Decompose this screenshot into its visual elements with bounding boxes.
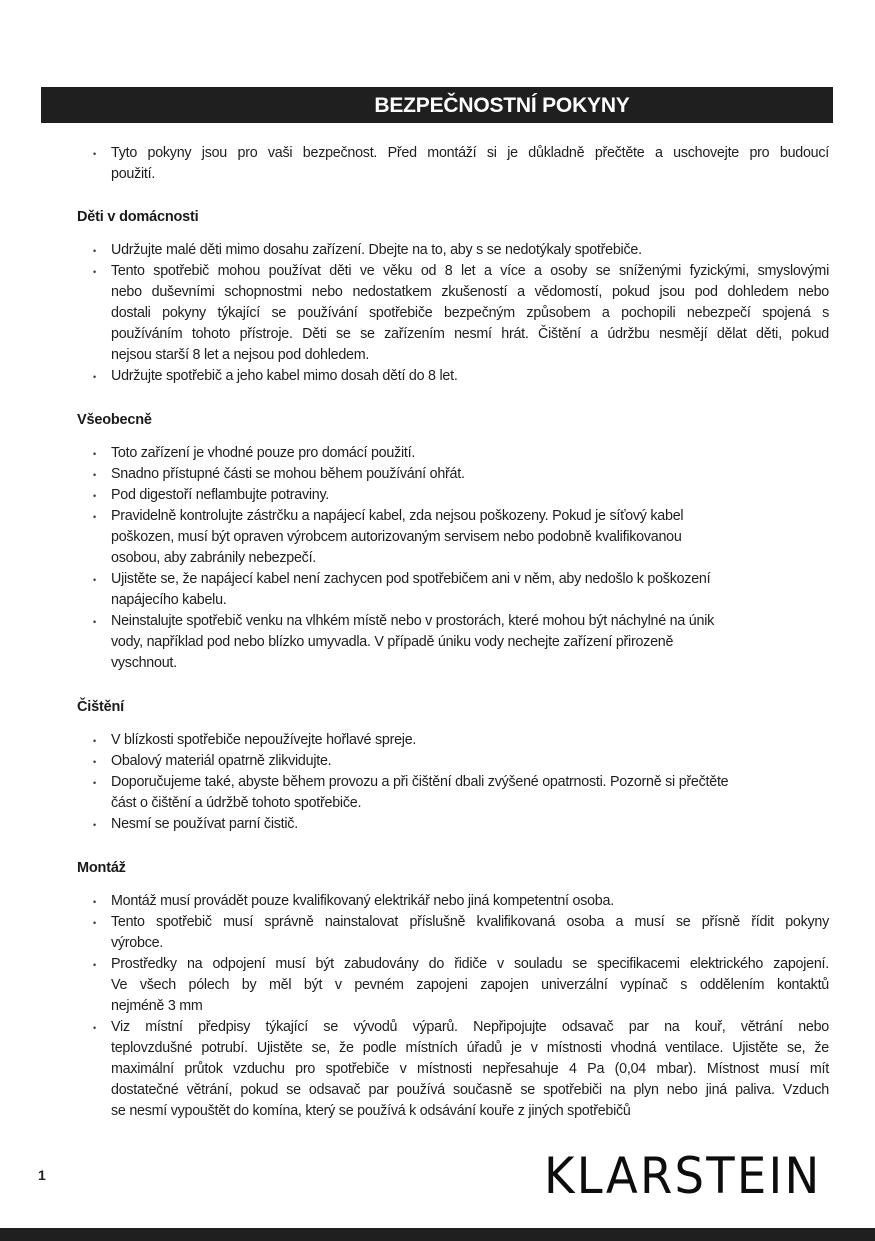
- text-line: poškozen, musí být opraven výrobcem autorizovaným servisem nebo podobně kvalifikovanou: [111, 529, 682, 545]
- document-body: [77, 143, 829, 1122]
- bullet-list: [77, 730, 829, 835]
- text-line: Neinstalujte spotřebič venku na vlhkém místě nebo v prostorách, které mohou být náchylné na únik: [111, 613, 715, 629]
- text-line: nebo duševními schopnostmi nebo nedostatkem zkušeností a vědomostí, pokud jsou pod dohledem nebo: [111, 284, 829, 300]
- text-line: Prostředky na odpojení musí být zabudovány do řidiče v souladu se specifikacemi elektrického zapojení.: [111, 956, 829, 972]
- list-item: [77, 261, 829, 366]
- text-line: Udržujte malé děti mimo dosahu zařízení. Dbejte na to, aby s se nedotýkaly spotřebiče.: [111, 242, 642, 258]
- bullet-icon: •: [93, 149, 96, 159]
- bullet-icon: •: [93, 778, 96, 788]
- bullet-icon: •: [93, 918, 96, 928]
- list-item: [77, 366, 829, 387]
- list-item: [77, 751, 829, 772]
- text-line: nejsou starší 8 let a nejsou pod dohledem.: [111, 347, 370, 363]
- text-line: Pravidelně kontrolujte zástrčku a napájecí kabel, zda nejsou poškozeny. Pokud je síťový kabel: [111, 508, 684, 524]
- text-line: použití.: [111, 166, 156, 182]
- list-item: [77, 814, 829, 835]
- bullet-list: [77, 891, 829, 1122]
- text-line: Tento spotřebič mohou používat děti ve věku od 8 let a více a osoby se sníženými fyzickými, smyslovými: [111, 263, 829, 279]
- list-item: [77, 891, 829, 912]
- section-heading: Montáž: [77, 860, 126, 876]
- text-line: Toto zařízení je vhodné pouze pro domácí použití.: [111, 445, 416, 461]
- list-item: [77, 569, 829, 611]
- bullet-icon: •: [93, 617, 96, 627]
- text-line: dostali pokyny týkající se používání spotřebiče bezpečným způsobem a pochopili nebezpečí spojená s: [111, 305, 829, 321]
- text-line: maximální průtok vzduchu pro spotřebiče v místnosti nepřesahuje 4 Pa (0,04 mbar). Místnost musí mít: [111, 1061, 829, 1077]
- text-line: část o čištění a údržbě tohoto spotřebiče.: [111, 795, 362, 811]
- bullet-list: [77, 240, 829, 387]
- footer-bar: [0, 1228, 875, 1241]
- bullet-icon: •: [93, 267, 96, 277]
- list-item: [77, 772, 829, 814]
- bullet-icon: •: [93, 491, 96, 501]
- text-line: vody, například pod nebo blízko umyvadla. V případě úniku vody nechejte zařízení přirozeně: [111, 634, 674, 650]
- list-item: [77, 443, 829, 464]
- text-line: Snadno přístupné části se mohou během používání ohřát.: [111, 466, 465, 482]
- section-heading: Čištění: [77, 699, 124, 715]
- bullet-icon: •: [93, 470, 96, 480]
- list-item: [77, 954, 829, 1017]
- section-heading: Děti v domácnosti: [77, 209, 199, 225]
- bullet-icon: •: [93, 246, 96, 256]
- bullet-icon: •: [93, 897, 96, 907]
- text-line: Tento spotřebič musí správně nainstalovat příslušně kvalifikovaná osoba a musí se přísně řídit pokyny: [111, 914, 829, 930]
- list-item: [77, 506, 829, 569]
- text-line: teplovzdušné potrubí. Ujistěte se, že podle místních úřadů je v místnosti vhodná ventilace. Ujistěte se, že: [111, 1040, 829, 1056]
- text-line: vyschnout.: [111, 655, 177, 671]
- brand-logo: KLARSTEIN: [544, 1147, 822, 1205]
- bullet-icon: •: [93, 575, 96, 585]
- bullet-icon: •: [93, 820, 96, 830]
- list-item: [77, 730, 829, 751]
- text-line: Tyto pokyny jsou pro vaši bezpečnost. Před montáží si je důkladně přečtěte a uschovejte pro budoucí: [111, 145, 829, 161]
- list-item: [77, 1017, 829, 1122]
- text-line: Ve všech pólech by měl být v pevném zapojeni zapojen univerzální vypínač s oddělením kontaktů: [111, 977, 829, 993]
- bullet-icon: •: [93, 372, 96, 382]
- text-line: Ujistěte se, že napájecí kabel není zachycen pod spotřebičem ani v něm, aby nedošlo k poškození: [111, 571, 711, 587]
- text-line: se nesmí vypouštět do komína, který se používá k odsávání kouře z jiných spotřebičů: [111, 1103, 631, 1119]
- text-line: výrobce.: [111, 935, 164, 951]
- text-line: Doporučujeme také, abyste během provozu a při čištění dbali zvýšené opatrnosti. Pozorně si přečtěte: [111, 774, 729, 790]
- section-heading: Všeobecně: [77, 412, 152, 428]
- list-item: [77, 485, 829, 506]
- text-line: V blízkosti spotřebiče nepoužívejte hořlavé spreje.: [111, 732, 417, 748]
- bullet-icon: •: [93, 1023, 96, 1033]
- page-title: BEZPEČNOSTNÍ POKYNY: [374, 94, 630, 117]
- text-line: osobou, aby zabránily nebezpečí.: [111, 550, 317, 566]
- list-item: [77, 240, 829, 261]
- text-line: Pod digestoří neflambujte potraviny.: [111, 487, 330, 503]
- text-line: Obalový materiál opatrně zlikvidujte.: [111, 753, 332, 769]
- text-line: nejméně 3 mm: [111, 998, 203, 1014]
- bullet-icon: •: [93, 512, 96, 522]
- intro-paragraph: [77, 143, 829, 185]
- title-banner: [41, 87, 833, 123]
- list-item: [77, 912, 829, 954]
- bullet-icon: •: [93, 960, 96, 970]
- text-line: dostatečné větrání, pokud se odsavač par používá současně se spotřebiči na plyn nebo jiná paliva. Vzduch: [111, 1082, 829, 1098]
- text-line: Udržujte spotřebič a jeho kabel mimo dosah dětí do 8 let.: [111, 368, 458, 384]
- list-item: [77, 464, 829, 485]
- text-line: Nesmí se používat parní čistič.: [111, 816, 298, 832]
- text-line: napájecího kabelu.: [111, 592, 227, 608]
- text-line: používáním tohoto přístroje. Děti se se zařízením nesmí hrát. Čištění a údržbu nesmějí dělat děti, pokud: [111, 326, 829, 342]
- text-line: Viz místní předpisy týkající se vývodů výparů. Nepřipojujte odsavač par na kouř, větrání nebo: [111, 1019, 829, 1035]
- list-item: [77, 611, 829, 674]
- bullet-icon: •: [93, 736, 96, 746]
- bullet-icon: •: [93, 757, 96, 767]
- bullet-list: [77, 443, 829, 674]
- bullet-icon: •: [93, 449, 96, 459]
- page-number: 1: [38, 1167, 46, 1183]
- text-line: Montáž musí provádět pouze kvalifikovaný elektrikář nebo jiná kompetentní osoba.: [111, 893, 614, 909]
